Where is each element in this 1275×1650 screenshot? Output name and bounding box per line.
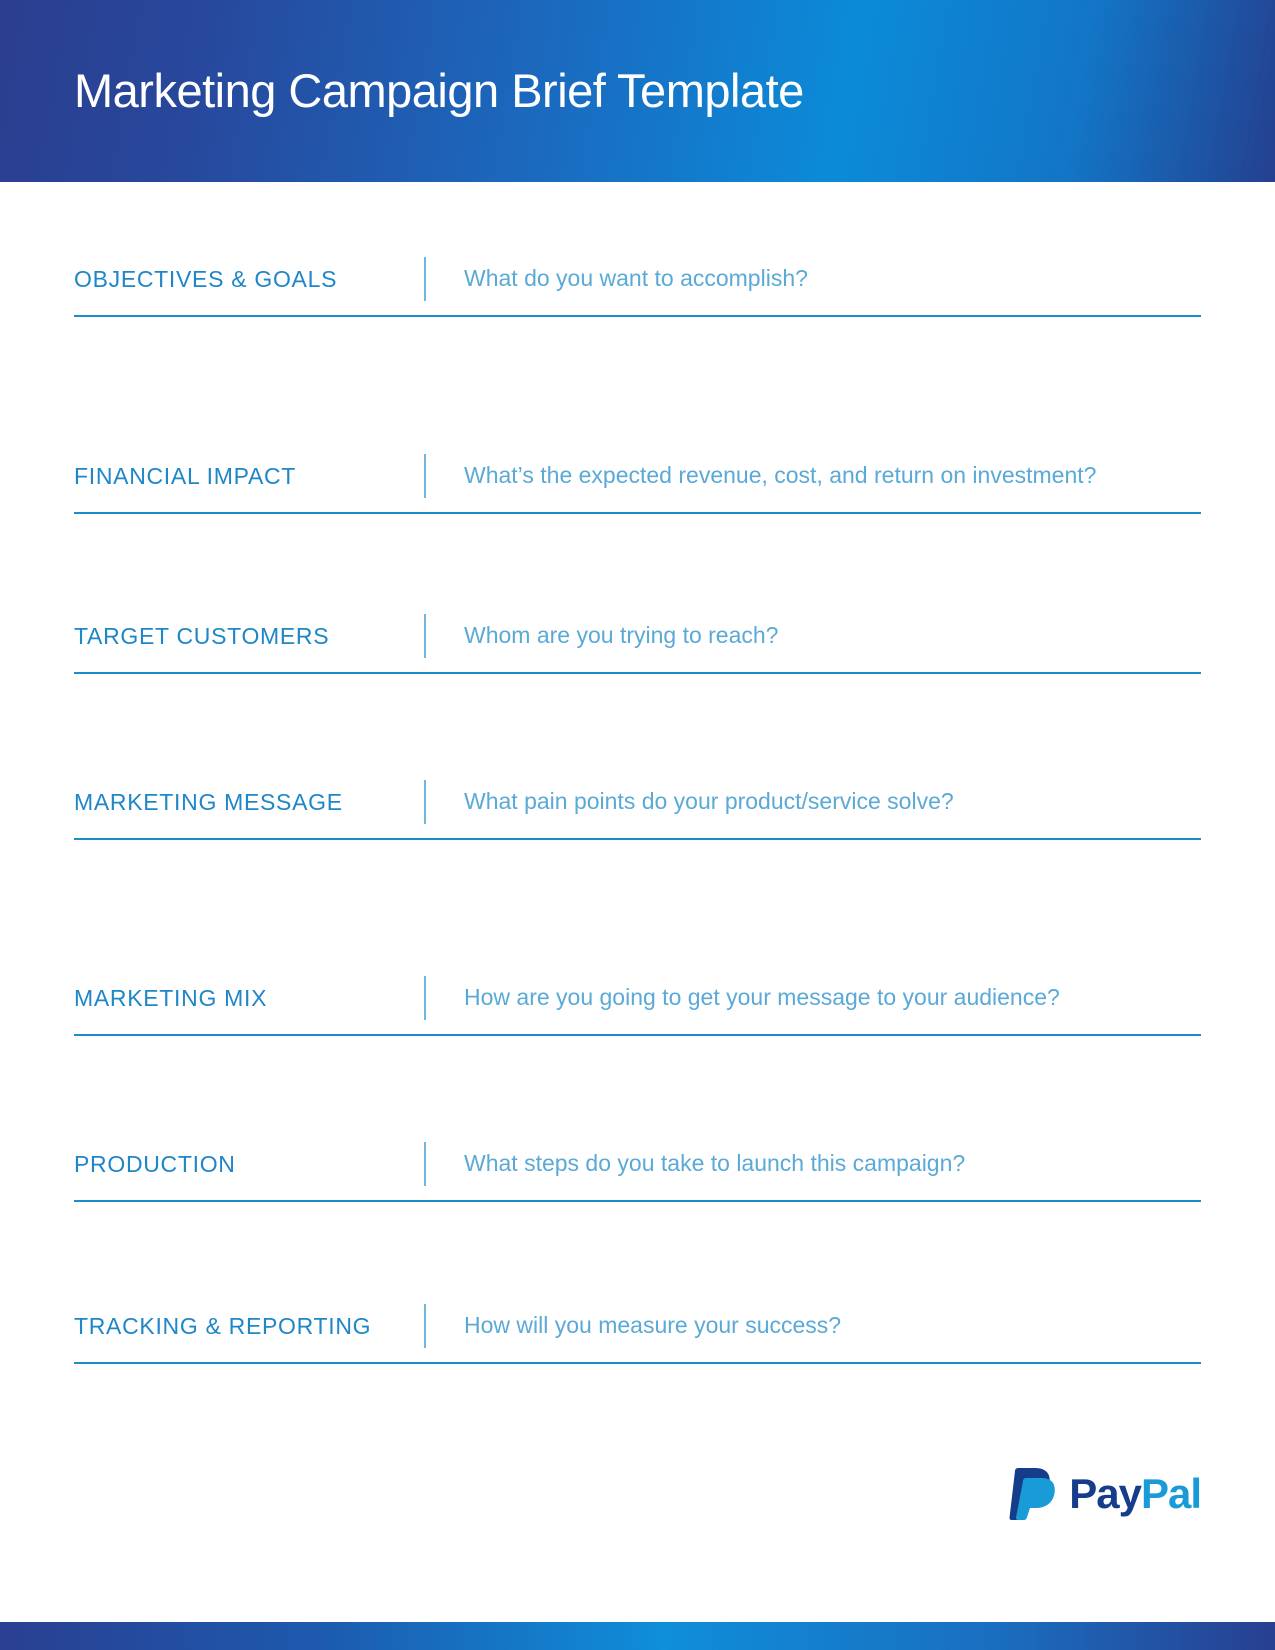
brief-row <box>74 840 1201 1036</box>
brief-row <box>74 1202 1201 1364</box>
brief-sections <box>0 182 1275 1364</box>
label-divider <box>424 780 426 824</box>
section-label: TRACKING & REPORTING <box>74 1312 372 1339</box>
section-label: MARKETING MESSAGE <box>74 788 343 815</box>
paypal-logo <box>1009 1466 1201 1522</box>
label-divider <box>424 614 426 658</box>
section-prompt: Whom are you trying to reach? <box>464 622 779 649</box>
document-header <box>0 0 1275 182</box>
paypal-wordmark-pay: Pay <box>1069 1470 1141 1517</box>
section-prompt: How will you measure your success? <box>464 1312 842 1339</box>
brief-row <box>74 317 1201 514</box>
brief-row <box>74 674 1201 840</box>
paypal-logo-icon <box>1009 1467 1057 1521</box>
paypal-wordmark-pal: Pal <box>1140 1470 1201 1517</box>
section-label: MARKETING MIX <box>74 984 268 1011</box>
label-divider <box>424 976 426 1020</box>
brief-row <box>74 182 1201 317</box>
label-divider <box>424 257 426 301</box>
section-label: OBJECTIVES & GOALS <box>74 265 338 292</box>
section-prompt: How are you going to get your message to your audience? <box>464 984 1060 1011</box>
label-divider <box>424 1142 426 1186</box>
section-prompt: What’s the expected revenue, cost, and return on investment? <box>464 462 1097 489</box>
section-prompt: What steps do you take to launch this campaign? <box>464 1150 966 1177</box>
page-title: Marketing Campaign Brief Template <box>74 64 804 118</box>
section-prompt: What do you want to accomplish? <box>464 265 808 292</box>
label-divider <box>424 1304 426 1348</box>
brief-row <box>74 514 1201 674</box>
footer-bar <box>0 1622 1275 1650</box>
brief-row <box>74 1036 1201 1202</box>
label-divider <box>424 454 426 498</box>
section-label: TARGET CUSTOMERS <box>74 622 330 649</box>
section-label: PRODUCTION <box>74 1150 236 1177</box>
section-label: FINANCIAL IMPACT <box>74 462 297 489</box>
section-prompt: What pain points do your product/service solve? <box>464 788 954 815</box>
